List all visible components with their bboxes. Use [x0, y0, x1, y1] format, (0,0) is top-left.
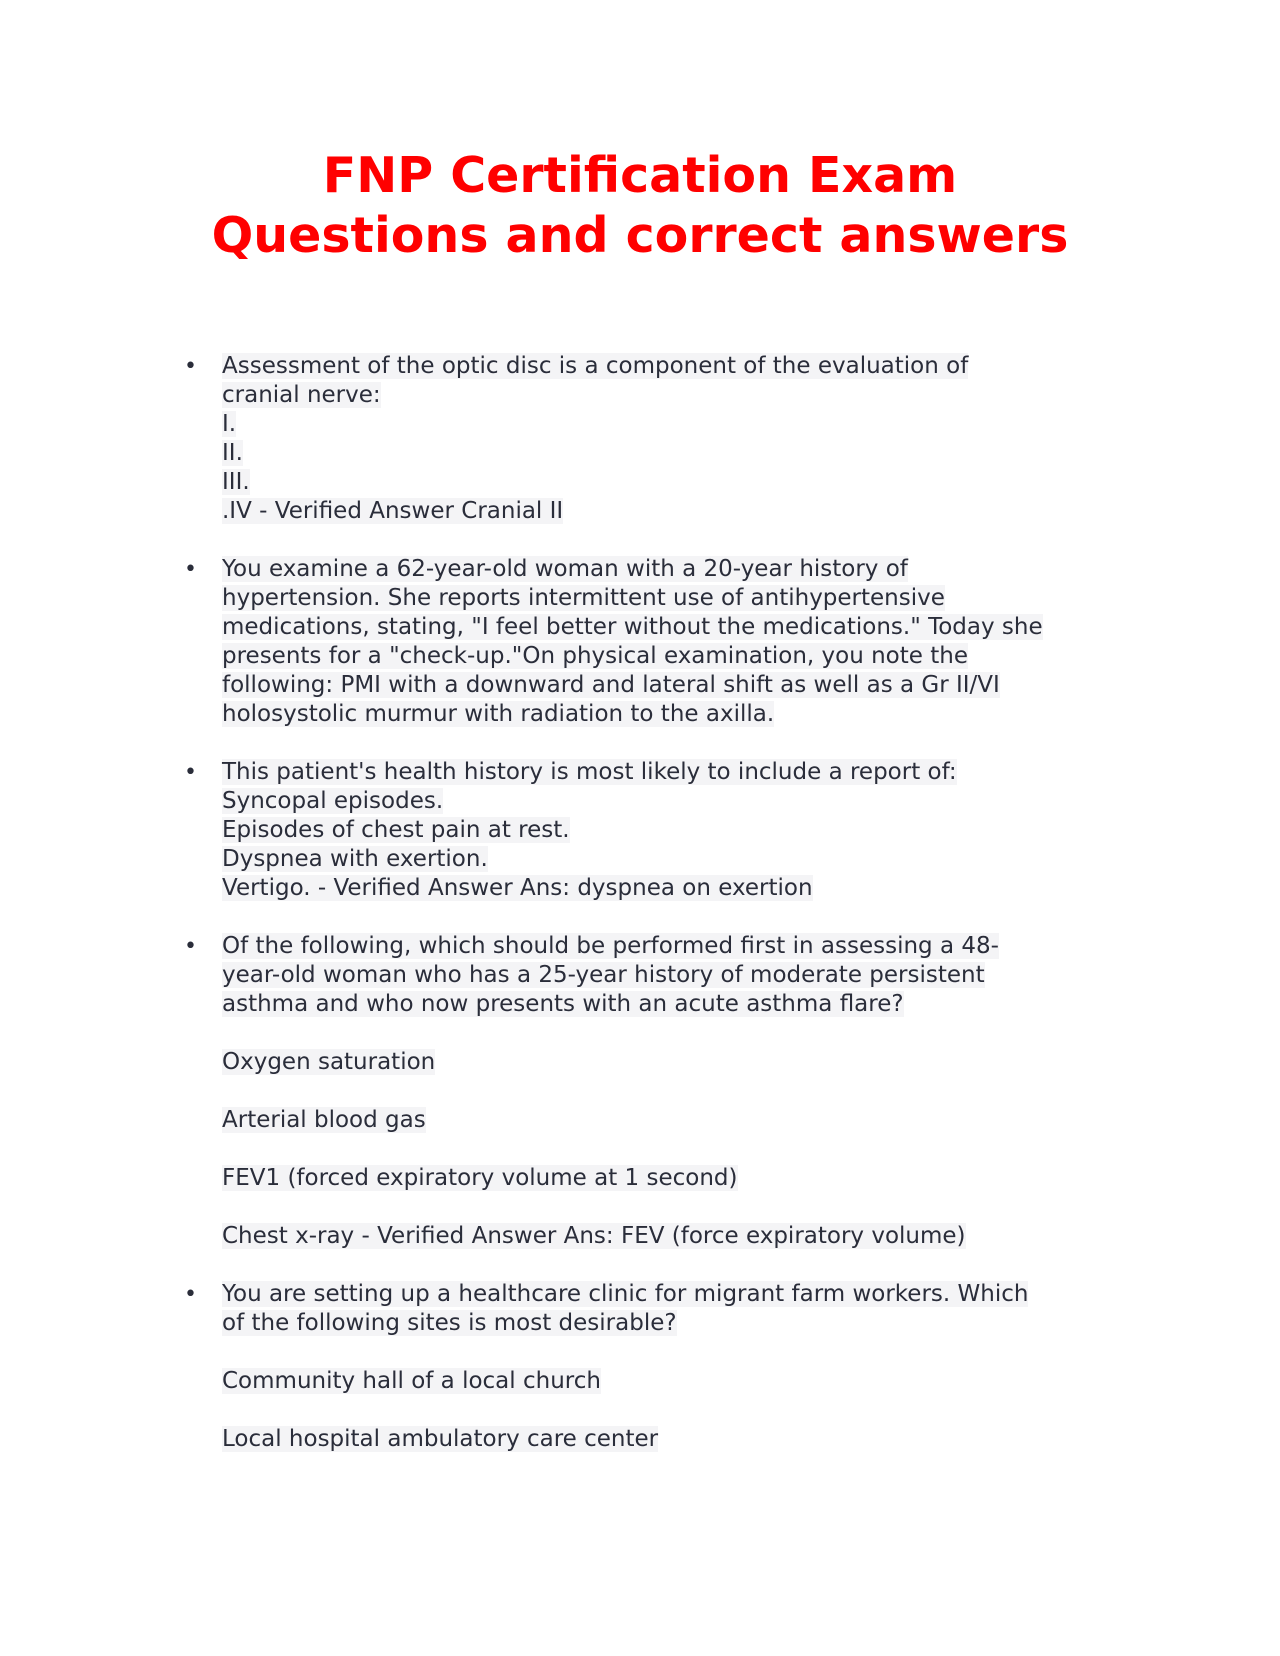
question-text-line: [222, 874, 1124, 903]
question-text-line: [222, 845, 1124, 874]
question-text-line: [222, 1309, 1124, 1338]
question-text: FEV1 (forced expiratory volume at 1 second): [222, 1165, 738, 1191]
bullet-icon: •: [184, 354, 197, 379]
question-text-line: [222, 613, 1124, 642]
question-text: .IV - Verified Answer Cranial II: [222, 498, 564, 524]
question-text: cranial nerve:: [222, 382, 381, 408]
question-text-line: [222, 1367, 1124, 1396]
document-title: [0, 146, 1280, 266]
question-text: Arterial blood gas: [222, 1107, 426, 1133]
question-text-line: [222, 584, 1124, 613]
question-text: Chest x-ray - Verified Answer Ans: FEV (force expiratory volume): [222, 1223, 966, 1249]
bullet-icon: •: [184, 934, 197, 959]
question-text-line: [222, 1222, 1124, 1251]
question-item: [184, 758, 1124, 903]
question-item: [184, 1280, 1124, 1454]
question-text: medications, stating, "I feel better without the medications." Today she: [222, 614, 1043, 640]
question-text: I.: [222, 411, 237, 437]
question-text: following: PMI with a downward and lateral shift as well as a Gr II/VI: [222, 672, 1000, 698]
question-text: Syncopal episodes.: [222, 788, 444, 814]
question-text: year-old woman who has a 25-year history of moderate persistent: [222, 962, 985, 988]
bullet-icon: •: [184, 760, 197, 785]
question-text: Oxygen saturation: [222, 1049, 436, 1075]
question-text-line: [222, 555, 1124, 584]
question-text: presents for a "check-up."On physical examination, you note the: [222, 643, 968, 669]
question-text: asthma and who now presents with an acute asthma flare?: [222, 991, 904, 1017]
bullet-icon: •: [184, 557, 197, 582]
question-text-line: [222, 787, 1124, 816]
question-item: [184, 555, 1124, 729]
question-text-line: [222, 758, 1124, 787]
bullet-icon: •: [184, 1282, 197, 1307]
question-text: III.: [222, 469, 250, 495]
question-text: II.: [222, 440, 243, 466]
question-text-line: [222, 816, 1124, 845]
question-text-line: [222, 642, 1124, 671]
question-text: Dyspnea with exertion.: [222, 846, 488, 872]
question-list: [184, 352, 1124, 1483]
question-text-line: [222, 671, 1124, 700]
question-text: of the following sites is most desirable?: [222, 1310, 677, 1336]
question-item: [184, 352, 1124, 526]
question-text-line: [222, 1425, 1124, 1454]
question-text: Vertigo. - Verified Answer Ans: dyspnea on exertion: [222, 875, 813, 901]
blank-line: [222, 1135, 1124, 1164]
question-text-line: [222, 932, 1124, 961]
question-text: holosystolic murmur with radiation to the axilla.: [222, 701, 775, 727]
question-text-line: [222, 961, 1124, 990]
question-text: Local hospital ambulatory care center: [222, 1426, 659, 1452]
question-text: This patient's health history is most likely to include a report of:: [222, 759, 957, 785]
question-text: Of the following, which should be performed first in assessing a 48-: [222, 933, 999, 959]
question-text: You are setting up a healthcare clinic for migrant farm workers. Which: [222, 1281, 1029, 1307]
title-line-1: FNP Certification Exam: [322, 147, 958, 204]
question-text: hypertension. She reports intermittent use of antihypertensive: [222, 585, 945, 611]
question-text-line: [222, 1280, 1124, 1309]
question-text-line: [222, 352, 1124, 381]
question-text-line: [222, 1048, 1124, 1077]
blank-line: [222, 1193, 1124, 1222]
question-text-line: [222, 410, 1124, 439]
question-text-line: [222, 381, 1124, 410]
blank-line: [222, 1338, 1124, 1367]
question-text-line: [222, 468, 1124, 497]
title-line-2: Questions and correct answers: [211, 207, 1069, 264]
blank-line: [222, 1077, 1124, 1106]
question-text-line: [222, 990, 1124, 1019]
question-text: Assessment of the optic disc is a component of the evaluation of: [222, 353, 969, 379]
blank-line: [222, 1019, 1124, 1048]
question-text-line: [222, 1164, 1124, 1193]
question-text-line: [222, 700, 1124, 729]
question-text-line: [222, 497, 1124, 526]
question-item: [184, 932, 1124, 1251]
question-text: You examine a 62-year-old woman with a 20-year history of: [222, 556, 908, 582]
blank-line: [222, 1396, 1124, 1425]
question-text-line: [222, 439, 1124, 468]
question-text: Episodes of chest pain at rest.: [222, 817, 570, 843]
question-text: Community hall of a local church: [222, 1368, 601, 1394]
question-text-line: [222, 1106, 1124, 1135]
